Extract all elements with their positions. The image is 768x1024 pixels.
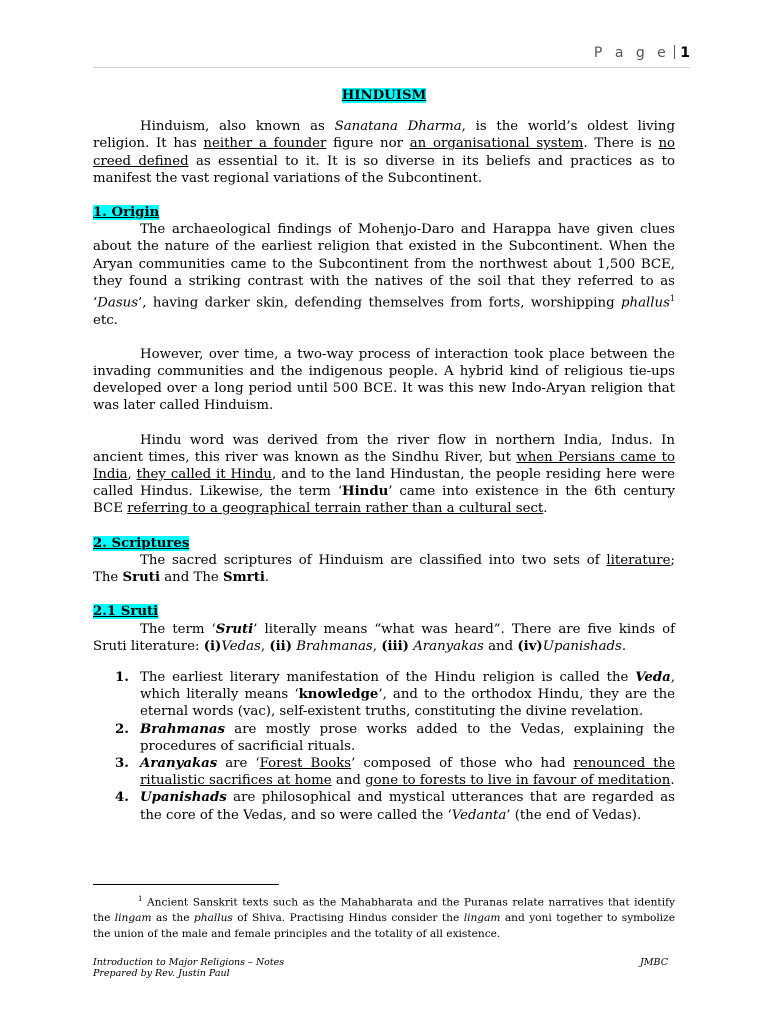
section-heading-sruti: 2.1 Sruti [93,604,159,620]
scriptures-paragraph: The sacred scriptures of Hinduism are classified into two sets of literature; The Sruti and The Smrti. [93,552,675,586]
origin-paragraph-1: The archaeological findings of Mohenjo-Daro and Harappa have given clues about the nature of the earliest religion that existed in the Subcontinent. When the Aryan communities came to the Subcontinent from the northwest about 1,500 BCE, they found a striking contrast with the natives of the soil that they referred to as ‘Dasus’, having darker skin, defending themselves from forts, worshipping phallus$^1$ etc. [93,222,675,328]
page-number [590,45,690,61]
list-item: 1. The earliest literary manifestation of the Hindu religion is called the Veda, which literally means ‘knowledge’, and to the orthodox Hindu, they are the eternal words (vac), self-existent truths, constituting the divine revelation. [115,669,675,720]
footnote: $^1$ Ancient Sanskrit texts such as the Mahabharata and the Puranas relate narratives that identify the lingam as the phallus of Shiva. Practising Hindus consider the lingam and yoni together to symbolize the union of the male and female principles and the totality of all existence. [93,895,676,940]
list-item: 2. Brahmanas are mostly prose works added to the Vedas, explaining the procedures of sacrificial rituals. [115,721,675,754]
footnote-separator [93,884,279,885]
document-title: HINDUISM [341,88,427,103]
origin-paragraph-2: However, over time, a two-way process of interaction took place between the invading communities and the indigenous people. A hybrid kind of religious tie-ups developed over a long period until 500 BCE. It was this new Indo-Aryan religion that was later called Hinduism. [93,346,675,414]
origin-paragraph-3: Hindu word was derived from the river flow in northern India, Indus. In ancient times, this river was known as the Sindhu River, but when Persians came to India, they called it Hindu, and to the land Hindustan, the people residing here were called Hindus. Likewise, the term ‘Hindu’ came into existence in the 6th century BCE referring to a geographical terrain rather than a cultural sect. [93,432,675,517]
list-item: 4. Upanishads are philosophical and mystical utterances that are regarded as the core of the Vedas, and so were called the ‘Vedanta’ (the end of Vedas). [115,790,675,823]
header-rule [93,67,690,68]
intro-paragraph: Hinduism, also known as Sanatana Dharma, is the world’s oldest living religion. It has neither a founder figure nor an organisational system. There is no creed defined as essential to it. It is so diverse in its beliefs and practices as to manifest the vast regional variations of the Subcontinent. [93,119,676,186]
section-heading-scriptures: 2. Scriptures [93,535,190,551]
page-divider [674,45,675,59]
sruti-list [93,669,675,824]
footer-left: Introduction to Major Religions – Notes Prepared by Rev. Justin Paul [93,957,285,979]
section-heading-origin: 1. Origin [93,205,160,221]
page-label: P a g e [593,45,670,61]
sruti-paragraph: The term ‘Sruti’ literally means “what was heard”. There are five kinds of Sruti literature: (i)Vedas, (ii) Brahmanas, (iii) Aranyakas and (iv)Upanishads. [93,621,675,654]
footer-right: JMBC [640,957,668,968]
page-number-value: 1 [680,45,690,61]
footnote-ref: 1 [669,294,675,304]
document-body [93,87,675,824]
list-item: 3. Aranyakas are ‘Forest Books’ composed of those who had renounced the ritualistic sacrifices at home and gone to forests to live in favour of meditation. [115,755,675,789]
